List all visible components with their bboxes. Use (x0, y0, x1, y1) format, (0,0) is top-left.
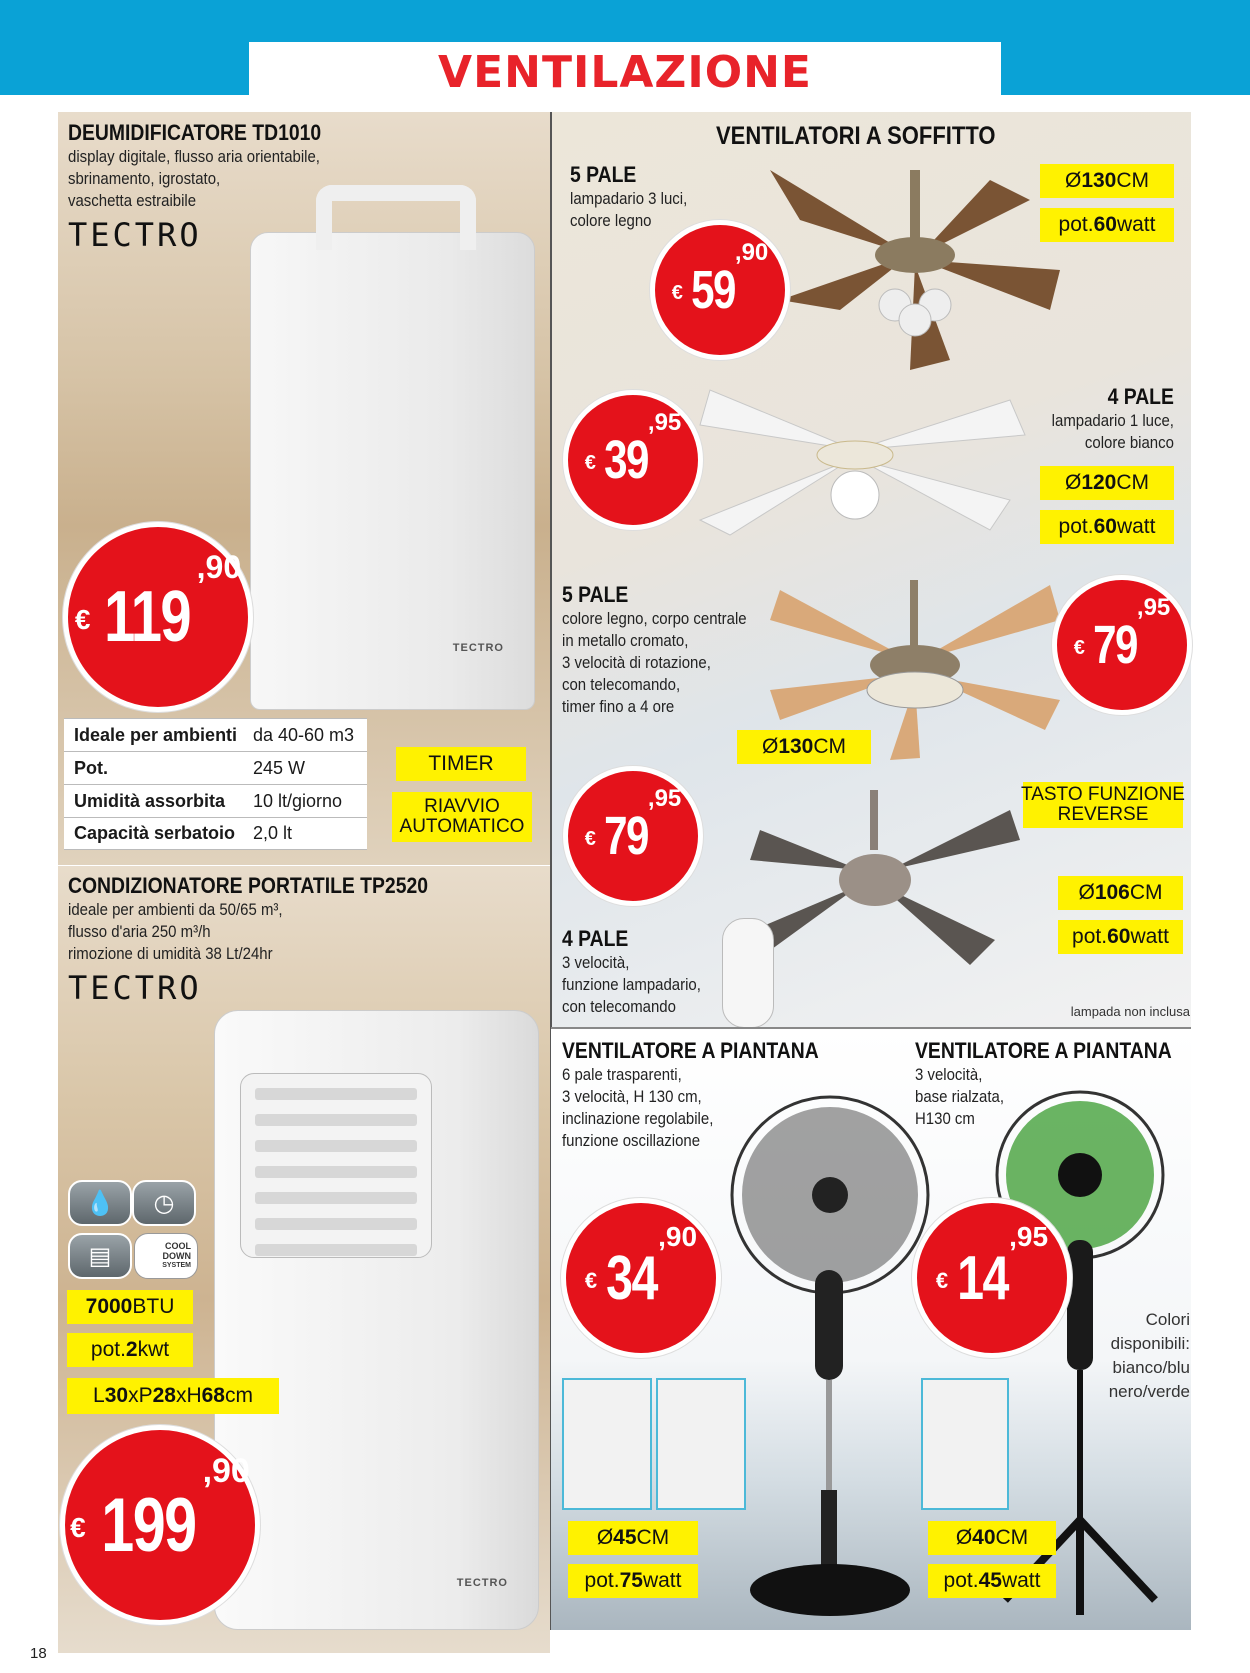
colors-line-1: Colori (1145, 1310, 1190, 1329)
spec-row (64, 784, 367, 817)
floor-fan-2-diameter-tag (928, 1521, 1056, 1555)
cool-down-line-2: DOWN (162, 1251, 191, 1261)
remote-control-image (722, 918, 774, 1028)
ceiling-fan-3-desc-3: 3 velocità di rotazione, (562, 653, 711, 672)
ac-dimensions-tag (67, 1378, 279, 1414)
diameter-value: 45 (613, 1526, 637, 1549)
spec-row (64, 718, 367, 751)
floor-fan-1-desc-2: 3 velocità, H 130 cm, (562, 1087, 702, 1106)
diameter-label: Ø (1064, 169, 1082, 192)
dim-h-label: xH (175, 1384, 202, 1407)
cool-down-line-3: SYSTEM (162, 1262, 191, 1269)
floor-fan-1-image (725, 1095, 935, 1625)
ceiling-fan-1-image (760, 160, 1060, 380)
reverse-line-2: REVERSE (1057, 804, 1149, 825)
floor-fan-2-power-tag (928, 1564, 1056, 1598)
power-unit: watt (1001, 1569, 1041, 1592)
dehumidifier-price-badge (63, 522, 253, 712)
floor-fan-2-desc-1: 3 velocità, (915, 1065, 983, 1084)
currency-symbol: € (74, 604, 91, 635)
spec-label: Umidità assorbita (74, 790, 226, 811)
air-conditioner-image (214, 1010, 539, 1630)
dim-unit: cm (224, 1384, 253, 1407)
currency-symbol: € (1073, 636, 1085, 659)
price-integer: 59 (690, 260, 735, 320)
currency-symbol: € (671, 281, 683, 304)
diameter-label: Ø (1078, 881, 1095, 904)
air-grille (240, 1073, 432, 1258)
colors-line-4: nero/verde (1108, 1382, 1190, 1401)
ceiling-fan-3-desc-1: colore legno, corpo centrale (562, 609, 747, 628)
price-integer: 79 (1092, 615, 1137, 675)
dehumidifier-title: DEUMIDIFICATORE TD1010 (68, 120, 322, 145)
diameter-value: 40 (972, 1526, 996, 1549)
price-decimals: ,95 (1136, 594, 1171, 621)
restart-tag (392, 792, 532, 842)
ceiling-fan-2-diameter-tag (1040, 466, 1174, 500)
dehumidifier-desc-3: vaschetta estraibile (68, 191, 197, 210)
currency-symbol: € (935, 1268, 949, 1293)
tectro-logo: TECTRO (68, 969, 202, 1007)
dim-p: 28 (152, 1384, 176, 1407)
dehumidifier-product-logo: TECTRO (452, 642, 504, 654)
diameter-label: Ø (955, 1526, 973, 1549)
dim-l: 30 (104, 1384, 129, 1407)
spec-label: Ideale per ambienti (74, 724, 238, 745)
diameter-value: 130 (778, 735, 814, 758)
ceiling-fan-2-desc-1: lampadario 1 luce, (1051, 411, 1174, 430)
air-conditioner-desc-3: rimozione di umidità 38 Lt/24hr (68, 944, 273, 963)
power-value: 75 (619, 1569, 643, 1592)
power-value: 60 (1093, 515, 1117, 538)
ceiling-fan-4-desc-2: funzione lampadario, (562, 975, 701, 994)
floor-fan-1-diameter-tag (568, 1521, 698, 1555)
currency-symbol: € (70, 1512, 86, 1543)
price-decimals: ,95 (1009, 1221, 1049, 1252)
power-unit: watt (1116, 213, 1156, 236)
water-drop-icon: 💧 (68, 1180, 132, 1226)
cool-down-system-icon (134, 1233, 198, 1279)
dehumidifier-desc-2: sbrinamento, igrostato, (68, 169, 221, 188)
currency-symbol: € (584, 451, 596, 474)
diameter-unit: CM (1129, 881, 1163, 904)
diameter-label: Ø (761, 735, 779, 758)
ceiling-fan-1-diameter-tag (1040, 164, 1174, 198)
floor-fan-1-thumbnail-1 (562, 1378, 652, 1510)
spec-label: Capacità serbatoio (74, 823, 236, 843)
diameter-label: Ø (596, 1526, 614, 1549)
ceiling-fan-2-name: 4 PALE (1107, 384, 1174, 409)
ac-power-unit: kwt (137, 1338, 170, 1361)
ceiling-fan-2-price-badge (563, 390, 703, 530)
spec-row (64, 751, 367, 784)
ceiling-fan-1-power-tag (1040, 208, 1174, 242)
air-conditioner-heading (68, 873, 477, 1007)
price-decimals: ,90 (734, 239, 769, 266)
air-conditioner-title: CONDIZIONATORE PORTATILE TP2520 (68, 873, 429, 898)
ceiling-fan-4-diameter-tag (1058, 876, 1183, 910)
floor-fan-2-desc-3: H130 cm (915, 1109, 975, 1128)
ceiling-fan-3-diameter-tag (737, 730, 871, 764)
clock-icon: ◷ (132, 1180, 196, 1226)
floor-fan-1-desc-3: inclinazione regolabile, (562, 1109, 714, 1128)
floor-fan-1-title: VENTILATORE A PIANTANA (562, 1038, 819, 1063)
price-decimals: ,90 (196, 549, 242, 585)
ceiling-fan-3-desc-5: timer fino a 4 ore (562, 697, 675, 716)
diameter-value: 120 (1081, 471, 1117, 494)
restart-tag-line-2: AUTOMATICO (399, 816, 525, 837)
power-unit: watt (642, 1569, 682, 1592)
currency-symbol: € (584, 827, 596, 850)
ceiling-fan-1-desc-2: colore legno (570, 211, 652, 230)
spec-value: 245 W (253, 757, 306, 778)
air-conditioner-desc-2: flusso d'aria 250 m³/h (68, 922, 211, 941)
floor-fan-1-thumbnail-2 (656, 1378, 746, 1510)
cool-down-line-1: COOL (165, 1241, 191, 1251)
price-integer: 39 (603, 430, 648, 490)
ceiling-fan-2-power-tag (1040, 510, 1174, 544)
floor-fan-2-desc-2: base rialzata, (915, 1087, 1004, 1106)
floor-fan-1-power-tag (568, 1564, 698, 1598)
diameter-unit: CM (1116, 169, 1150, 192)
reverse-line-1: TASTO FUNZIONE (1021, 784, 1185, 805)
ceiling-fan-1-info (570, 162, 703, 232)
btu-unit: BTU (132, 1295, 175, 1318)
diameter-value: 130 (1081, 169, 1117, 192)
air-conditioner-product-logo: TECTRO (456, 1577, 508, 1589)
ceiling-fan-3-desc-4: con telecomando, (562, 675, 681, 694)
price-integer: 199 (101, 1482, 196, 1568)
power-label: pot. (584, 1569, 620, 1592)
diameter-label: Ø (1064, 471, 1082, 494)
ceiling-fan-1-desc-1: lampadario 3 luci, (570, 189, 688, 208)
floor-fan-2-thumbnail (921, 1378, 1009, 1510)
power-unit: watt (1130, 925, 1169, 948)
title-box (249, 42, 1001, 102)
price-integer: 34 (606, 1243, 657, 1313)
price-integer: 119 (104, 577, 191, 657)
ceiling-fan-4-power-tag (1058, 920, 1183, 954)
spec-value: 2,0 lt (253, 823, 293, 843)
spec-value: da 40-60 m3 (253, 724, 355, 745)
power-unit: watt (1116, 515, 1156, 538)
floor-fan-2-title: VENTILATORE A PIANTANA (915, 1038, 1172, 1063)
lamp-not-included-note: lampada non inclusa (1070, 1004, 1190, 1019)
power-value: 45 (978, 1569, 1002, 1592)
power-label: pot. (1058, 515, 1094, 538)
ac-power-value: 2 (125, 1338, 138, 1361)
spec-label: Pot. (74, 757, 108, 778)
ceiling-fan-2-info (1035, 384, 1174, 454)
btu-value: 7000 (85, 1295, 133, 1318)
ac-power-label: pot. (90, 1338, 126, 1361)
ceiling-fan-3-price-badge (1052, 575, 1192, 715)
air-conditioner-desc-1: ideale per ambienti da 50/65 m³, (68, 900, 283, 919)
ceiling-fans-title: VENTILATORI A SOFFITTO (716, 122, 996, 150)
dim-l-label: L (93, 1384, 105, 1407)
ceiling-fan-4-price-badge (563, 766, 703, 906)
power-label: pot. (1058, 213, 1094, 236)
spec-row (64, 817, 367, 850)
ceiling-fan-4-name: 4 PALE (562, 926, 629, 951)
floor-fan-1-desc-1: 6 pale trasparenti, (562, 1065, 682, 1084)
air-conditioner-price-badge (60, 1425, 260, 1625)
dehumidifier-image (250, 232, 535, 710)
diameter-unit: CM (813, 735, 847, 758)
ceiling-fan-1-name: 5 PALE (570, 162, 637, 187)
dim-p-label: xP (128, 1384, 153, 1407)
floor-fan-1-desc-4: funzione oscillazione (562, 1131, 701, 1150)
ceiling-fan-4-info (562, 926, 720, 1018)
ceiling-fan-3-info (562, 582, 772, 718)
diameter-unit: CM (1116, 471, 1150, 494)
ceiling-fan-3-desc-2: in metallo cromato, (562, 631, 689, 650)
diameter-unit: CM (636, 1526, 670, 1549)
price-decimals: ,90 (658, 1221, 698, 1252)
page-number: 18 (30, 1645, 47, 1662)
power-value: 60 (1107, 925, 1131, 948)
price-integer: 14 (957, 1243, 1008, 1313)
price-decimals: ,95 (647, 785, 682, 812)
price-decimals: ,95 (647, 409, 682, 436)
timer-tag: TIMER (396, 747, 526, 781)
power-label: pot. (1072, 925, 1108, 948)
floor-fan-2-price-badge (912, 1198, 1072, 1358)
diameter-value: 106 (1094, 881, 1130, 904)
ceiling-fan-2-desc-2: colore bianco (1085, 433, 1174, 452)
diameter-unit: CM (995, 1526, 1029, 1549)
price-decimals: ,90 (202, 1452, 250, 1490)
ac-power-tag (67, 1333, 193, 1367)
btu-tag (67, 1290, 193, 1324)
restart-tag-line-1: RIAVVIO (424, 796, 500, 817)
page-title: VENTILAZIONE (438, 46, 812, 98)
reverse-function-tag (1023, 782, 1183, 828)
colors-line-2: disponibili: (1110, 1334, 1190, 1353)
ceiling-fan-4-desc-1: 3 velocità, (562, 953, 630, 972)
colors-line-3: bianco/blu (1112, 1358, 1190, 1377)
dehumidifier-desc-1: display digitale, flusso aria orientabile, (68, 147, 320, 166)
ceiling-fan-3-name: 5 PALE (562, 582, 629, 607)
floor-fan-1-price-badge (561, 1198, 721, 1358)
power-value: 60 (1093, 213, 1117, 236)
spec-value: 10 lt/giorno (253, 790, 343, 811)
currency-symbol: € (584, 1268, 598, 1293)
price-integer: 79 (603, 806, 648, 866)
ceiling-fan-1-price-badge (650, 220, 790, 360)
power-label: pot. (943, 1569, 979, 1592)
dehumidifier-spec-table (64, 718, 367, 850)
remote-control-icon: ▤ (68, 1233, 132, 1279)
ceiling-fan-4-desc-3: con telecomando (562, 997, 676, 1016)
ceiling-fan-2-image (690, 380, 1030, 540)
dim-h: 68 (201, 1384, 225, 1407)
available-colors (1109, 1308, 1190, 1404)
tectro-logo: TECTRO (68, 216, 202, 254)
